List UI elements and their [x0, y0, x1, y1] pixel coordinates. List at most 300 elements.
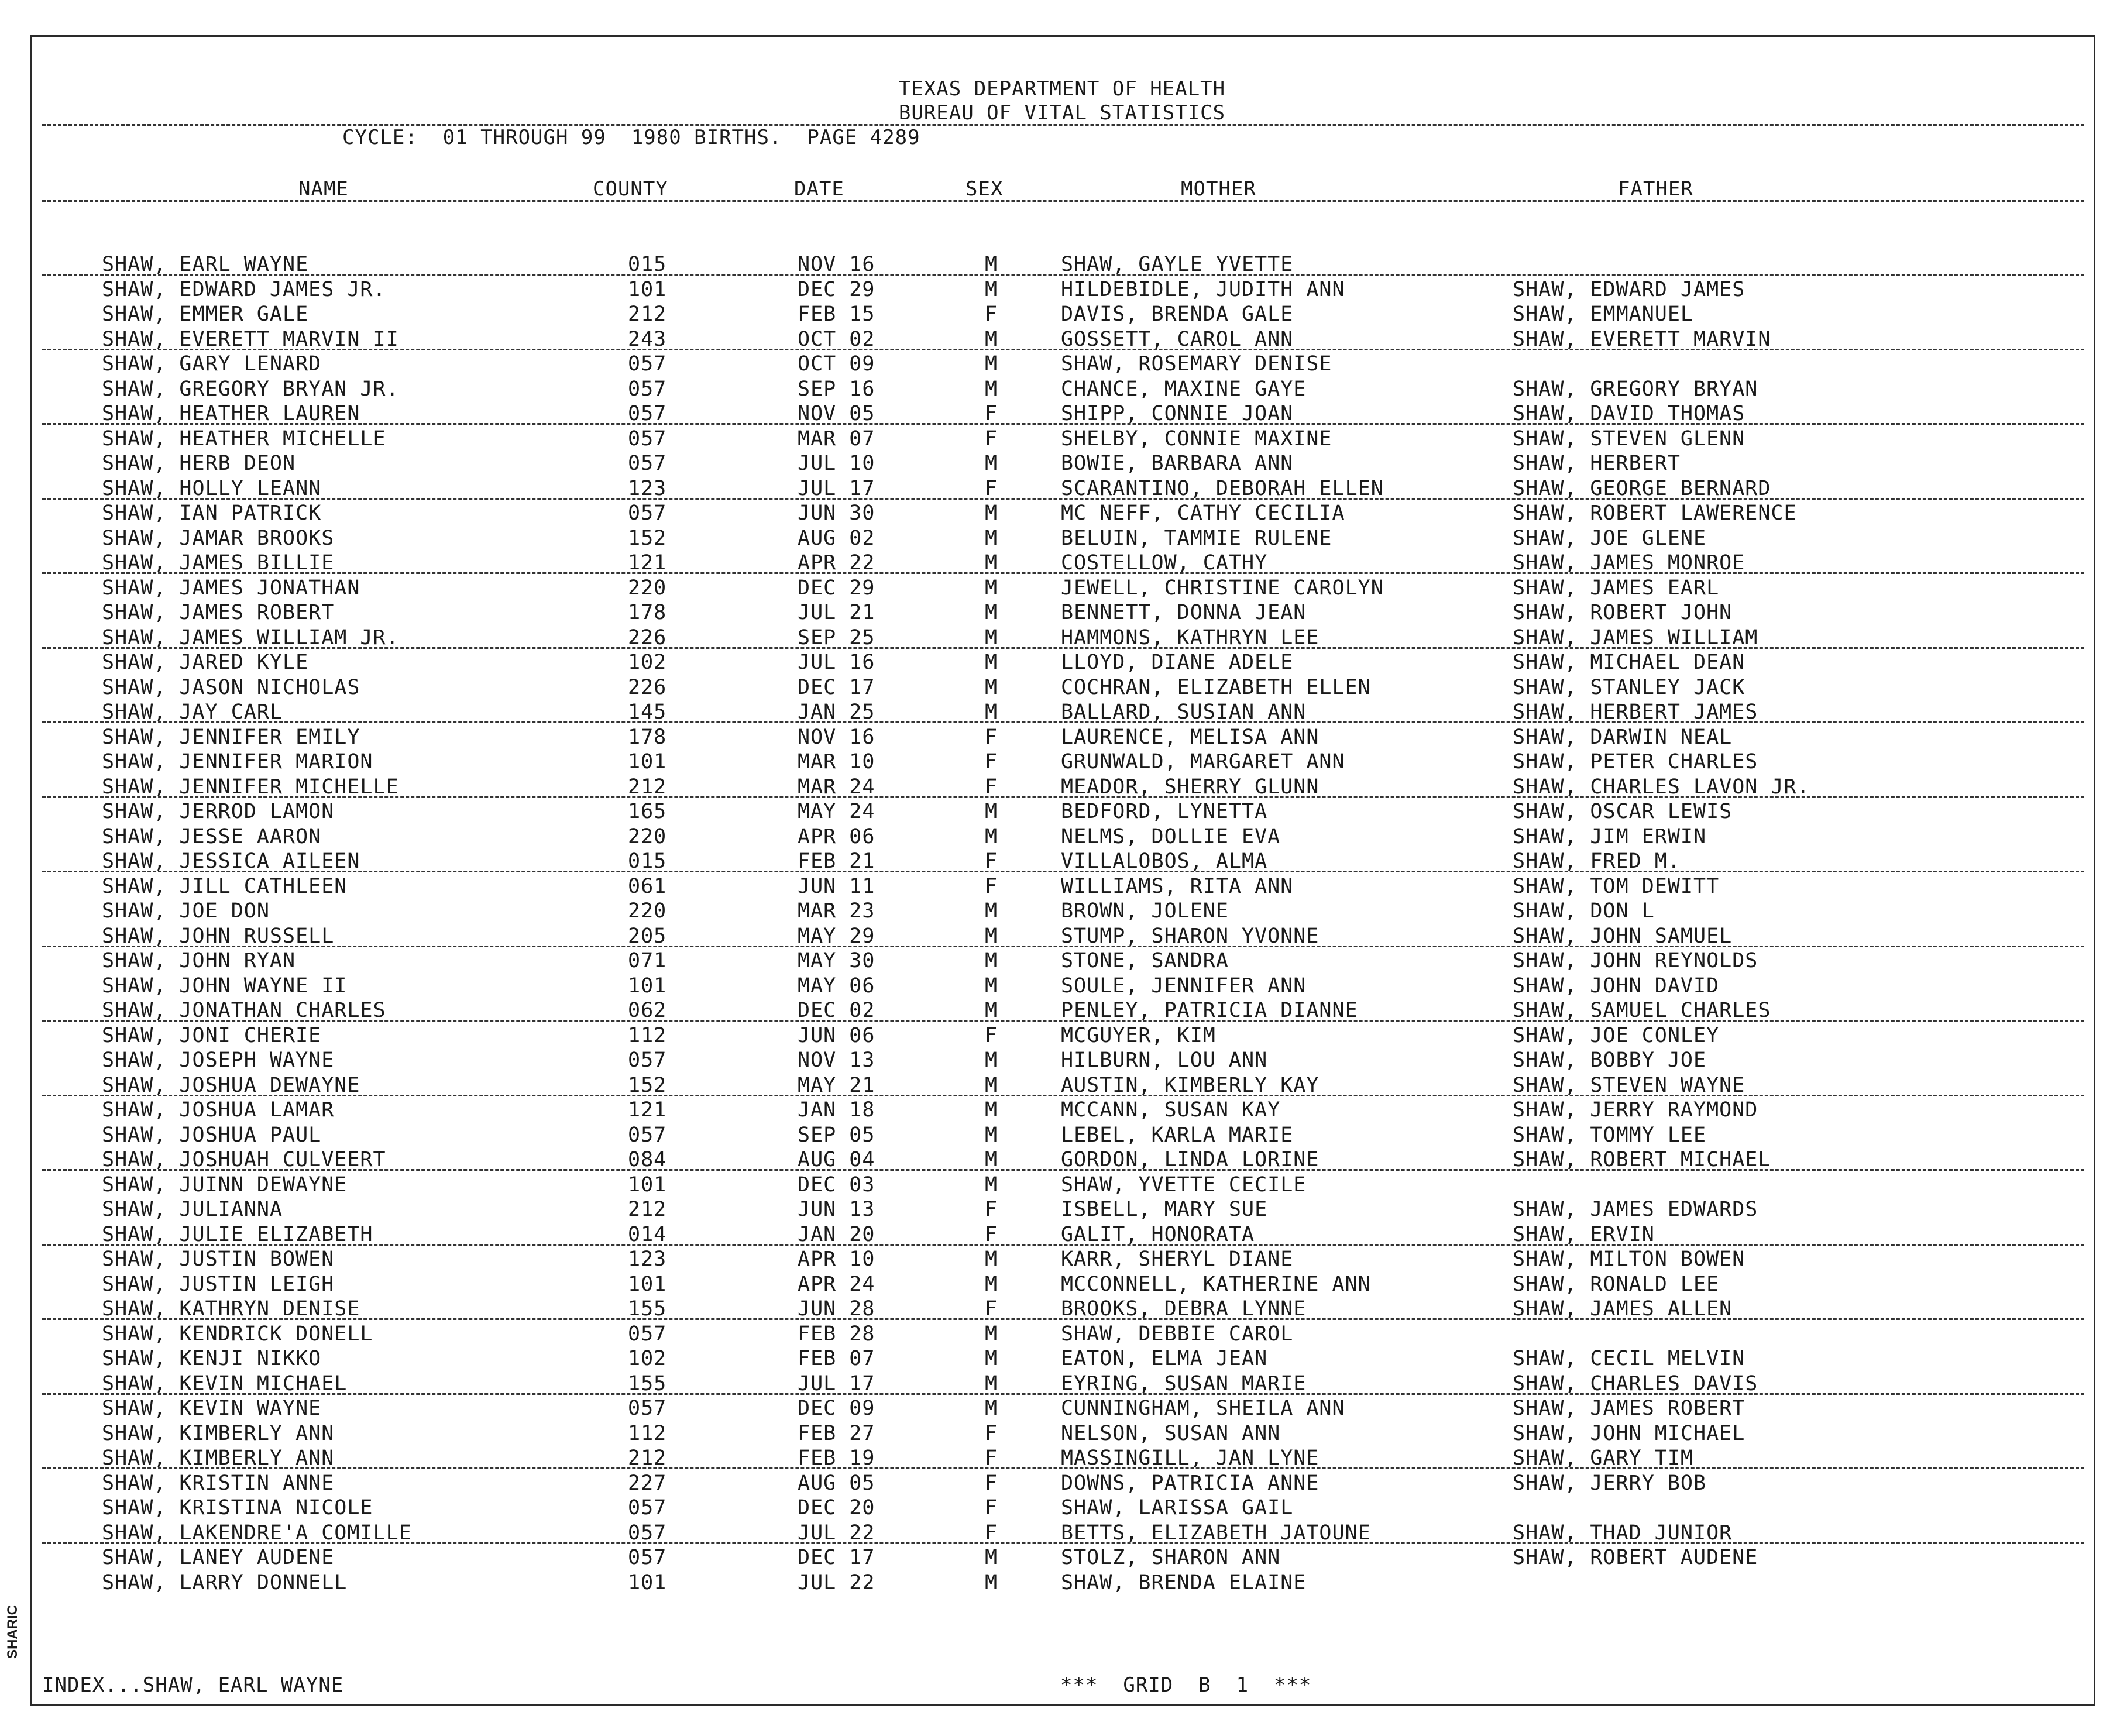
- col-header-mother: MOTHER: [1181, 177, 1256, 201]
- cell-father: SHAW, JOE GLENE: [1513, 527, 1707, 550]
- cell-father: SHAW, JAMES ALLEN: [1513, 1297, 1733, 1321]
- cell-sex: F: [985, 1521, 998, 1545]
- cell-name: SHAW, JUSTIN BOWEN: [102, 1247, 335, 1271]
- table-row: [0, 651, 2127, 675]
- cell-father: SHAW, JAMES ROBERT: [1513, 1397, 1745, 1420]
- cell-father: SHAW, JOHN MICHAEL: [1513, 1422, 1745, 1445]
- cell-county: 015: [628, 850, 667, 873]
- cell-name: SHAW, JOHN RYAN: [102, 949, 296, 972]
- cell-date: JUL 21: [798, 601, 875, 624]
- cell-county: 212: [628, 1198, 667, 1221]
- cell-county: 212: [628, 302, 667, 326]
- cell-mother: JEWELL, CHRISTINE CAROLYN: [1061, 576, 1384, 600]
- cell-mother: WILLIAMS, RITA ANN: [1061, 875, 1294, 898]
- table-row: [0, 750, 2127, 775]
- cell-date: OCT 02: [798, 328, 875, 351]
- cell-county: 123: [628, 1247, 667, 1271]
- cell-sex: F: [985, 1223, 998, 1246]
- cell-date: JAN 20: [798, 1223, 875, 1246]
- cell-sex: M: [985, 328, 998, 351]
- cell-sex: M: [985, 899, 998, 923]
- cell-sex: M: [985, 576, 998, 600]
- cell-name: SHAW, JENNIFER MICHELLE: [102, 775, 399, 799]
- cell-mother: DAVIS, BRENDA GALE: [1061, 302, 1294, 326]
- cell-name: SHAW, JILL CATHLEEN: [102, 875, 348, 898]
- cell-mother: BENNETT, DONNA JEAN: [1061, 601, 1307, 624]
- cell-county: 205: [628, 924, 667, 948]
- cell-father: SHAW, DON L: [1513, 899, 1655, 923]
- table-row: [0, 278, 2127, 302]
- cell-mother: SHELBY, CONNIE MAXINE: [1061, 427, 1332, 451]
- col-header-date: DATE: [794, 177, 844, 201]
- cell-sex: F: [985, 1198, 998, 1221]
- cell-name: SHAW, KIMBERLY ANN: [102, 1422, 335, 1445]
- cell-county: 062: [628, 999, 667, 1022]
- cell-date: NOV 16: [798, 726, 875, 749]
- cell-name: SHAW, EDWARD JAMES JR.: [102, 278, 386, 301]
- cell-county: 178: [628, 601, 667, 624]
- cell-mother: MASSINGILL, JAN LYNE: [1061, 1446, 1320, 1470]
- row-separator: [42, 1095, 2084, 1096]
- cell-date: DEC 17: [798, 676, 875, 699]
- cell-date: FEB 27: [798, 1422, 875, 1445]
- row-separator: [42, 796, 2084, 798]
- cell-name: SHAW, KATHRYN DENISE: [102, 1297, 360, 1321]
- cell-date: FEB 15: [798, 302, 875, 326]
- cell-sex: M: [985, 1148, 998, 1171]
- cell-date: NOV 16: [798, 253, 875, 276]
- table-row: [0, 1571, 2127, 1596]
- cell-county: 057: [628, 427, 667, 451]
- cell-mother: GALIT, HONORATA: [1061, 1223, 1255, 1246]
- cell-county: 102: [628, 1347, 667, 1370]
- cell-county: 101: [628, 974, 667, 998]
- table-row: [0, 800, 2127, 824]
- cell-county: 057: [628, 501, 667, 525]
- cell-county: 057: [628, 1496, 667, 1520]
- cell-name: SHAW, EVERETT MARVIN II: [102, 328, 399, 351]
- cell-mother: BEDFORD, LYNETTA: [1061, 800, 1268, 823]
- table-row: [0, 1347, 2127, 1371]
- cell-name: SHAW, JONI CHERIE: [102, 1024, 322, 1047]
- cell-sex: M: [985, 949, 998, 972]
- cell-county: 152: [628, 1074, 667, 1097]
- cell-name: SHAW, GREGORY BRYAN JR.: [102, 377, 399, 401]
- cell-date: APR 06: [798, 825, 875, 848]
- cell-father: SHAW, JAMES MONROE: [1513, 551, 1745, 575]
- cell-name: SHAW, JAMAR BROOKS: [102, 527, 335, 550]
- cell-father: SHAW, THAD JUNIOR: [1513, 1521, 1733, 1545]
- cell-mother: EYRING, SUSAN MARIE: [1061, 1372, 1307, 1395]
- cell-father: SHAW, EMMANUEL: [1513, 302, 1694, 326]
- cell-name: SHAW, IAN PATRICK: [102, 501, 322, 525]
- title-department: TEXAS DEPARTMENT OF HEALTH: [898, 77, 1226, 101]
- cell-mother: BALLARD, SUSIAN ANN: [1061, 700, 1307, 724]
- cell-sex: M: [985, 1247, 998, 1271]
- cell-name: SHAW, JOHN WAYNE II: [102, 974, 348, 998]
- cell-date: APR 22: [798, 551, 875, 575]
- cell-father: SHAW, STEVEN WAYNE: [1513, 1074, 1745, 1097]
- cell-sex: M: [985, 1347, 998, 1370]
- cell-county: 057: [628, 1322, 667, 1346]
- cell-sex: F: [985, 775, 998, 799]
- cell-father: SHAW, GARY TIM: [1513, 1446, 1694, 1470]
- cell-date: FEB 07: [798, 1347, 875, 1370]
- cell-father: SHAW, DAVID THOMAS: [1513, 402, 1745, 425]
- row-separator: [42, 647, 2084, 649]
- table-row: [0, 1247, 2127, 1272]
- table-row: [0, 949, 2127, 974]
- cell-name: SHAW, JAMES ROBERT: [102, 601, 335, 624]
- table-row: [0, 1123, 2127, 1148]
- cell-county: 155: [628, 1297, 667, 1321]
- cell-name: SHAW, JOSHUA LAMAR: [102, 1098, 335, 1122]
- cell-sex: F: [985, 1496, 998, 1520]
- cell-mother: ISBELL, MARY SUE: [1061, 1198, 1268, 1221]
- cell-mother: SHAW, ROSEMARY DENISE: [1061, 352, 1332, 376]
- cell-father: SHAW, HERBERT: [1513, 452, 1681, 475]
- cell-date: SEP 05: [798, 1123, 875, 1147]
- table-row: [0, 1273, 2127, 1297]
- cell-name: SHAW, JAY CARL: [102, 700, 283, 724]
- row-separator: [42, 1244, 2084, 1246]
- cell-sex: M: [985, 800, 998, 823]
- cell-date: FEB 19: [798, 1446, 875, 1470]
- cell-date: MAY 30: [798, 949, 875, 972]
- table-row: [0, 676, 2127, 700]
- cell-mother: DOWNS, PATRICIA ANNE: [1061, 1472, 1320, 1495]
- cell-sex: M: [985, 601, 998, 624]
- cell-date: DEC 20: [798, 1496, 875, 1520]
- cell-father: SHAW, CECIL MELVIN: [1513, 1347, 1745, 1370]
- cell-county: 057: [628, 452, 667, 475]
- header-rule-bottom: [42, 200, 2084, 202]
- cell-sex: F: [985, 1446, 998, 1470]
- cell-county: 212: [628, 775, 667, 799]
- cell-mother: SHAW, BRENDA ELAINE: [1061, 1571, 1307, 1594]
- cell-father: SHAW, JOHN REYNOLDS: [1513, 949, 1758, 972]
- cell-date: DEC 03: [798, 1173, 875, 1197]
- cell-county: 212: [628, 1446, 667, 1470]
- cell-date: MAY 21: [798, 1074, 875, 1097]
- cell-county: 165: [628, 800, 667, 823]
- cell-sex: M: [985, 1173, 998, 1197]
- cell-name: SHAW, KENJI NIKKO: [102, 1347, 322, 1370]
- cell-name: SHAW, JAMES WILLIAM JR.: [102, 626, 399, 649]
- cell-name: SHAW, KENDRICK DONELL: [102, 1322, 373, 1346]
- cell-name: SHAW, JUINN DEWAYNE: [102, 1173, 348, 1197]
- cell-date: JUN 30: [798, 501, 875, 525]
- cell-date: DEC 09: [798, 1397, 875, 1420]
- cell-county: 155: [628, 1372, 667, 1395]
- cell-date: MAY 29: [798, 924, 875, 948]
- cell-sex: M: [985, 626, 998, 649]
- cell-sex: M: [985, 551, 998, 575]
- cell-date: SEP 25: [798, 626, 875, 649]
- cell-name: SHAW, HOLLY LEANN: [102, 477, 322, 500]
- col-header-father: FATHER: [1618, 177, 1693, 201]
- cell-name: SHAW, HEATHER LAUREN: [102, 402, 360, 425]
- cell-county: 057: [628, 1521, 667, 1545]
- cell-name: SHAW, JUSTIN LEIGH: [102, 1273, 335, 1296]
- cell-date: JUN 06: [798, 1024, 875, 1047]
- cell-sex: F: [985, 1422, 998, 1445]
- cell-mother: STUMP, SHARON YVONNE: [1061, 924, 1320, 948]
- cell-father: SHAW, SAMUEL CHARLES: [1513, 999, 1771, 1022]
- cell-sex: M: [985, 352, 998, 376]
- cell-name: SHAW, HEATHER MICHELLE: [102, 427, 386, 451]
- table-row: [0, 899, 2127, 924]
- cell-sex: F: [985, 1472, 998, 1495]
- cell-county: 101: [628, 1173, 667, 1197]
- table-row: [0, 352, 2127, 377]
- cell-date: AUG 05: [798, 1472, 875, 1495]
- table-row: [0, 1024, 2127, 1049]
- cell-sex: M: [985, 501, 998, 525]
- cell-county: 014: [628, 1223, 667, 1246]
- table-row: [0, 501, 2127, 526]
- cell-father: SHAW, ROBERT JOHN: [1513, 601, 1733, 624]
- cell-mother: VILLALOBOS, ALMA: [1061, 850, 1268, 873]
- table-row: [0, 601, 2127, 625]
- cell-mother: EATON, ELMA JEAN: [1061, 1347, 1268, 1370]
- cell-name: SHAW, GARY LENARD: [102, 352, 322, 376]
- cell-name: SHAW, JERROD LAMON: [102, 800, 335, 823]
- table-row: [0, 974, 2127, 999]
- cell-date: JAN 18: [798, 1098, 875, 1122]
- cell-father: SHAW, JIM ERWIN: [1513, 825, 1707, 848]
- cell-date: MAR 10: [798, 750, 875, 774]
- cell-name: SHAW, KEVIN WAYNE: [102, 1397, 322, 1420]
- table-row: [0, 527, 2127, 551]
- cell-sex: M: [985, 651, 998, 674]
- cell-county: 057: [628, 1049, 667, 1072]
- cell-sex: F: [985, 302, 998, 326]
- cell-date: SEP 16: [798, 377, 875, 401]
- cell-sex: F: [985, 477, 998, 500]
- row-separator: [42, 498, 2084, 500]
- cell-sex: M: [985, 1273, 998, 1296]
- cell-mother: CUNNINGHAM, SHEILA ANN: [1061, 1397, 1345, 1420]
- cell-name: SHAW, JOSHUA DEWAYNE: [102, 1074, 360, 1097]
- cell-father: SHAW, ROBERT LAWERENCE: [1513, 501, 1797, 525]
- cell-date: JUL 16: [798, 651, 875, 674]
- cell-sex: F: [985, 1297, 998, 1321]
- cell-county: 220: [628, 576, 667, 600]
- cell-name: SHAW, JASON NICHOLAS: [102, 676, 360, 699]
- cell-date: JUL 17: [798, 477, 875, 500]
- cell-sex: M: [985, 253, 998, 276]
- cell-mother: NELMS, DOLLIE EVA: [1061, 825, 1281, 848]
- cell-sex: M: [985, 1123, 998, 1147]
- cell-date: JUL 17: [798, 1372, 875, 1395]
- cell-mother: BETTS, ELIZABETH JATOUNE: [1061, 1521, 1371, 1545]
- cell-sex: M: [985, 1098, 998, 1122]
- cell-mother: PENLEY, PATRICIA DIANNE: [1061, 999, 1358, 1022]
- cell-date: AUG 04: [798, 1148, 875, 1171]
- table-row: [0, 427, 2127, 452]
- cell-sex: M: [985, 700, 998, 724]
- table-row: [0, 1496, 2127, 1521]
- cell-county: 145: [628, 700, 667, 724]
- cell-mother: LLOYD, DIANE ADELE: [1061, 651, 1294, 674]
- cell-name: SHAW, LANEY AUDENE: [102, 1546, 335, 1569]
- cell-date: JAN 25: [798, 700, 875, 724]
- cell-date: JUL 10: [798, 452, 875, 475]
- cell-mother: HILDEBIDLE, JUDITH ANN: [1061, 278, 1345, 301]
- cell-county: 112: [628, 1024, 667, 1047]
- cell-father: SHAW, JOHN SAMUEL: [1513, 924, 1733, 948]
- cell-mother: MCCANN, SUSAN KAY: [1061, 1098, 1281, 1122]
- cell-county: 102: [628, 651, 667, 674]
- cell-mother: CHANCE, MAXINE GAYE: [1061, 377, 1307, 401]
- cell-name: SHAW, LARRY DONNELL: [102, 1571, 348, 1594]
- row-separator: [42, 1467, 2084, 1469]
- cell-sex: M: [985, 1571, 998, 1594]
- cell-mother: COCHRAN, ELIZABETH ELLEN: [1061, 676, 1371, 699]
- cell-county: 057: [628, 1397, 667, 1420]
- cell-county: 220: [628, 825, 667, 848]
- cell-mother: AUSTIN, KIMBERLY KAY: [1061, 1074, 1320, 1097]
- cell-county: 226: [628, 676, 667, 699]
- cell-father: SHAW, JOE CONLEY: [1513, 1024, 1720, 1047]
- cell-date: NOV 05: [798, 402, 875, 425]
- cell-mother: MEADOR, SHERRY GLUNN: [1061, 775, 1320, 799]
- table-row: [0, 726, 2127, 750]
- cell-mother: STOLZ, SHARON ANN: [1061, 1546, 1281, 1569]
- cell-mother: MC NEFF, CATHY CECILIA: [1061, 501, 1345, 525]
- cell-mother: GOSSETT, CAROL ANN: [1061, 328, 1294, 351]
- cell-father: SHAW, FRED M.: [1513, 850, 1681, 873]
- row-separator: [42, 1020, 2084, 1022]
- cell-date: MAR 07: [798, 427, 875, 451]
- cell-county: 071: [628, 949, 667, 972]
- cell-sex: F: [985, 875, 998, 898]
- cell-date: DEC 29: [798, 278, 875, 301]
- row-separator: [42, 1169, 2084, 1171]
- cell-father: SHAW, MICHAEL DEAN: [1513, 651, 1745, 674]
- cell-sex: M: [985, 527, 998, 550]
- cell-father: SHAW, JERRY BOB: [1513, 1472, 1707, 1495]
- row-separator: [42, 349, 2084, 350]
- cell-name: SHAW, JAMES BILLIE: [102, 551, 335, 575]
- cell-father: SHAW, EVERETT MARVIN: [1513, 328, 1771, 351]
- cell-mother: BOWIE, BARBARA ANN: [1061, 452, 1294, 475]
- cell-county: 057: [628, 377, 667, 401]
- cell-date: DEC 17: [798, 1546, 875, 1569]
- cell-mother: MCGUYER, KIM: [1061, 1024, 1216, 1047]
- cell-mother: BROWN, JOLENE: [1061, 899, 1229, 923]
- cell-mother: SHAW, YVETTE CECILE: [1061, 1173, 1307, 1197]
- cell-county: 101: [628, 278, 667, 301]
- cell-father: SHAW, GREGORY BRYAN: [1513, 377, 1758, 401]
- cell-sex: F: [985, 1024, 998, 1047]
- cell-mother: BROOKS, DEBRA LYNNE: [1061, 1297, 1307, 1321]
- cell-mother: SCARANTINO, DEBORAH ELLEN: [1061, 477, 1384, 500]
- cell-sex: M: [985, 1074, 998, 1097]
- cell-mother: LEBEL, KARLA MARIE: [1061, 1123, 1294, 1147]
- cell-father: SHAW, DARWIN NEAL: [1513, 726, 1733, 749]
- cell-mother: COSTELLOW, CATHY: [1061, 551, 1268, 575]
- cell-father: SHAW, CHARLES DAVIS: [1513, 1372, 1758, 1395]
- row-separator: [42, 871, 2084, 872]
- cell-father: SHAW, JAMES EDWARDS: [1513, 1198, 1758, 1221]
- table-row: [0, 1397, 2127, 1421]
- cell-date: MAY 06: [798, 974, 875, 998]
- cell-date: APR 24: [798, 1273, 875, 1296]
- cell-father: SHAW, CHARLES LAVON JR.: [1513, 775, 1810, 799]
- cell-father: SHAW, JOHN DAVID: [1513, 974, 1720, 998]
- table-row: [0, 1198, 2127, 1222]
- cell-father: SHAW, EDWARD JAMES: [1513, 278, 1745, 301]
- table-row: [0, 1173, 2127, 1198]
- cell-father: SHAW, MILTON BOWEN: [1513, 1247, 1745, 1271]
- cell-mother: GRUNWALD, MARGARET ANN: [1061, 750, 1345, 774]
- cell-date: OCT 09: [798, 352, 875, 376]
- cell-county: 101: [628, 1273, 667, 1296]
- cell-mother: SHAW, DEBBIE CAROL: [1061, 1322, 1294, 1346]
- cell-sex: M: [985, 999, 998, 1022]
- cell-name: SHAW, JULIE ELIZABETH: [102, 1223, 373, 1246]
- cell-father: SHAW, JAMES EARL: [1513, 576, 1720, 600]
- table-row: [0, 1322, 2127, 1347]
- cell-mother: SHAW, LARISSA GAIL: [1061, 1496, 1294, 1520]
- cell-father: SHAW, ROBERT AUDENE: [1513, 1546, 1758, 1569]
- cell-mother: GORDON, LINDA LORINE: [1061, 1148, 1320, 1171]
- cell-sex: M: [985, 377, 998, 401]
- cell-mother: SOULE, JENNIFER ANN: [1061, 974, 1307, 998]
- cell-sex: M: [985, 974, 998, 998]
- cell-name: SHAW, JOSHUAH CULVEERT: [102, 1148, 386, 1171]
- cell-name: SHAW, JAMES JONATHAN: [102, 576, 360, 600]
- side-label: SHARIC: [5, 1604, 20, 1659]
- cell-county: 057: [628, 352, 667, 376]
- cell-sex: M: [985, 825, 998, 848]
- cell-sex: F: [985, 726, 998, 749]
- cell-mother: LAURENCE, MELISA ANN: [1061, 726, 1320, 749]
- cell-father: SHAW, BOBBY JOE: [1513, 1049, 1707, 1072]
- cell-name: SHAW, HERB DEON: [102, 452, 296, 475]
- cell-sex: F: [985, 402, 998, 425]
- cell-name: SHAW, KRISTIN ANNE: [102, 1472, 335, 1495]
- cell-name: SHAW, JENNIFER MARION: [102, 750, 373, 774]
- title-bureau: BUREAU OF VITAL STATISTICS: [898, 101, 1226, 125]
- cell-sex: M: [985, 278, 998, 301]
- cell-father: SHAW, HERBERT JAMES: [1513, 700, 1758, 724]
- cell-name: SHAW, KEVIN MICHAEL: [102, 1372, 348, 1395]
- cell-name: SHAW, JESSICA AILEEN: [102, 850, 360, 873]
- cell-county: 121: [628, 551, 667, 575]
- table-row: [0, 825, 2127, 850]
- table-row: [0, 1098, 2127, 1123]
- cell-father: SHAW, TOM DEWITT: [1513, 875, 1720, 898]
- cell-father: SHAW, STEVEN GLENN: [1513, 427, 1745, 451]
- col-header-sex: SEX: [965, 177, 1004, 201]
- cell-county: 152: [628, 527, 667, 550]
- table-row: [0, 302, 2127, 327]
- cell-mother: SHIPP, CONNIE JOAN: [1061, 402, 1294, 425]
- cell-mother: HILBURN, LOU ANN: [1061, 1049, 1268, 1072]
- table-row: [0, 1546, 2127, 1570]
- cell-mother: HAMMONS, KATHRYN LEE: [1061, 626, 1320, 649]
- cell-father: SHAW, ROBERT MICHAEL: [1513, 1148, 1771, 1171]
- cell-county: 057: [628, 1123, 667, 1147]
- cell-name: SHAW, JULIANNA: [102, 1198, 283, 1221]
- cell-name: SHAW, JARED KYLE: [102, 651, 309, 674]
- cell-father: SHAW, OSCAR LEWIS: [1513, 800, 1733, 823]
- cell-name: SHAW, EMMER GALE: [102, 302, 309, 326]
- cell-date: JUL 22: [798, 1571, 875, 1594]
